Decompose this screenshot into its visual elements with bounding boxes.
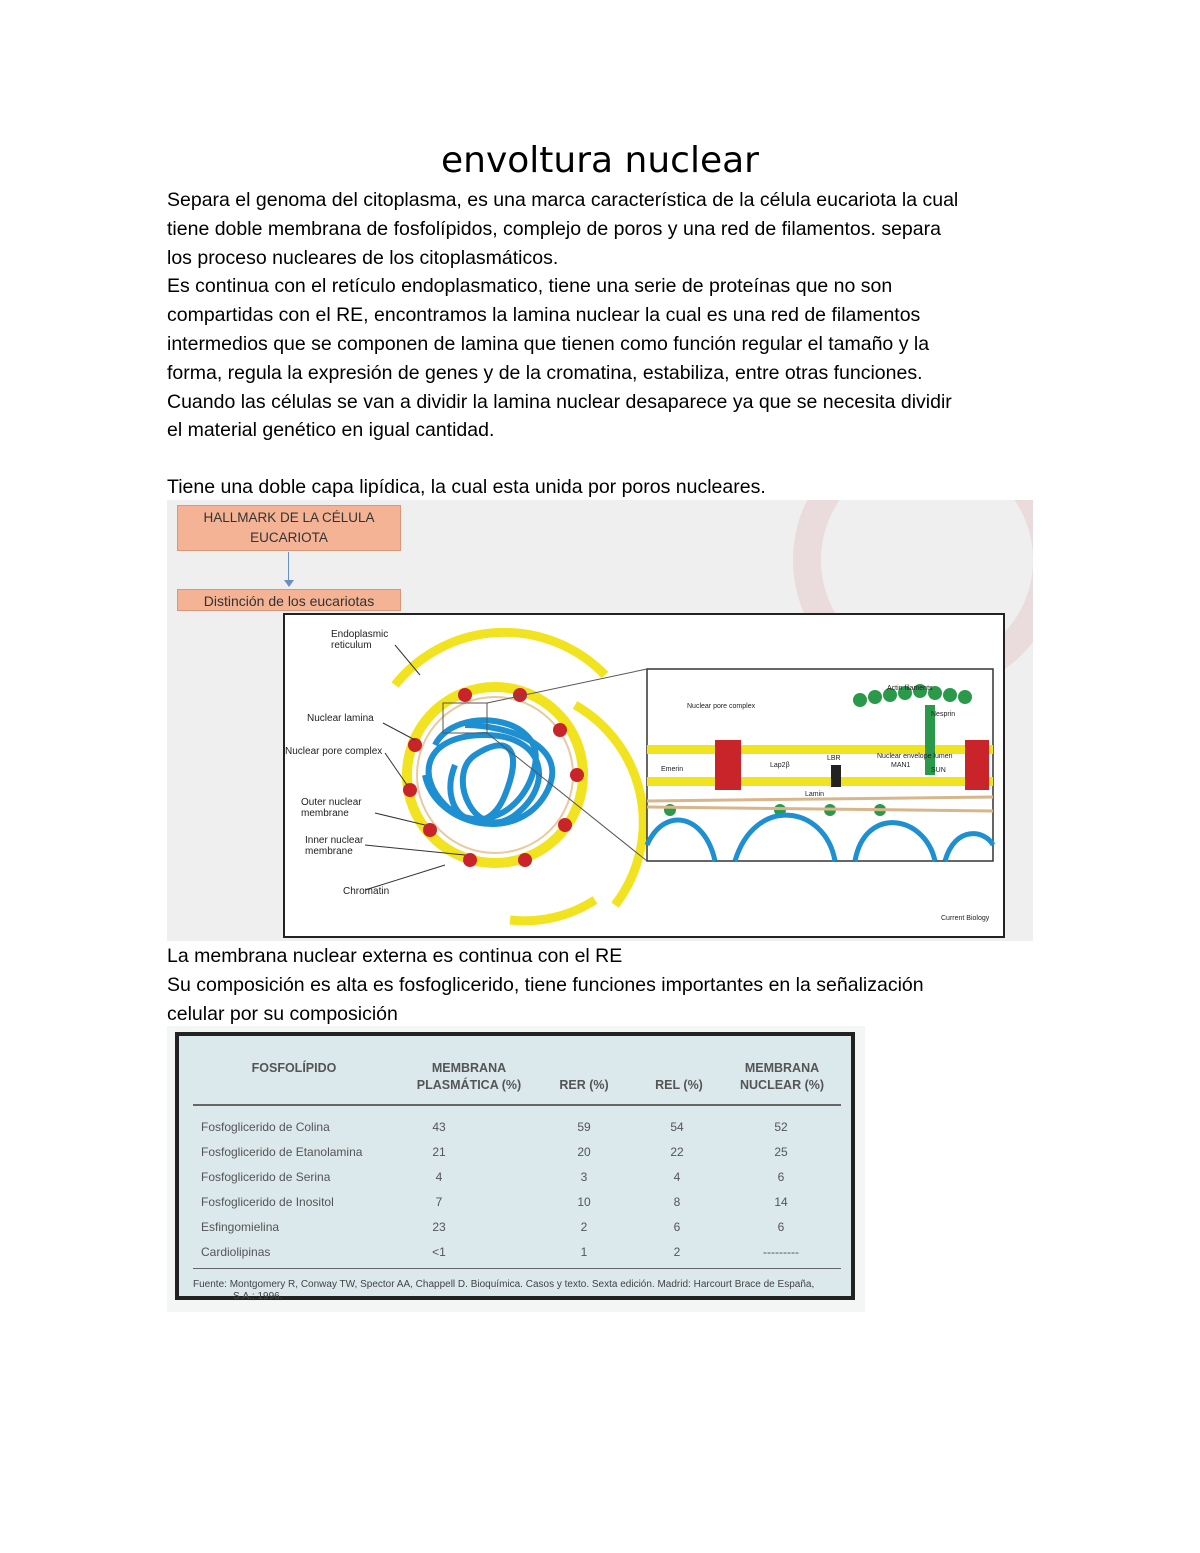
text-line: los proceso nucleares de los citoplasmáticos. bbox=[167, 246, 559, 269]
header-line: NUCLEAR (%) bbox=[739, 1078, 825, 1092]
lbr-label: LBR bbox=[827, 755, 841, 762]
label-line: Endoplasmic bbox=[331, 629, 389, 640]
source-line: S.A.; 1996. bbox=[233, 1291, 283, 1302]
cell-value: 2 bbox=[673, 1245, 681, 1259]
actin-label: Actin filaments bbox=[887, 685, 933, 692]
intro-paragraph bbox=[167, 186, 1047, 445]
distinction-box: Distinción de los eucariotas bbox=[177, 589, 401, 611]
cell-value: 6 bbox=[777, 1220, 785, 1234]
cell-value: 59 bbox=[577, 1120, 591, 1134]
outer-membrane-label bbox=[301, 797, 362, 819]
inner-membrane-label bbox=[305, 835, 363, 857]
nuclear-lamina-label: Nuclear lamina bbox=[307, 713, 374, 724]
label-line: Inner nuclear bbox=[305, 835, 364, 846]
text-line: Separa el genoma del citoplasma, es una marca característica de la célula eucariota la cual bbox=[167, 189, 959, 211]
cell-value: 6 bbox=[777, 1170, 785, 1184]
header-line: PLASMÁTICA (%) bbox=[416, 1078, 522, 1092]
man1-label: MAN1 bbox=[891, 762, 911, 769]
text-line: Su composición es alta es fosfoglicerido, tiene funciones importantes en la señalización bbox=[167, 973, 924, 996]
cell-value: 22 bbox=[670, 1145, 684, 1159]
header-line: MEMBRANA bbox=[431, 1061, 507, 1075]
hallmark-box bbox=[177, 505, 401, 551]
row-name: Fosfoglicerido de Colina bbox=[201, 1120, 330, 1134]
inset-pore-label: Nuclear pore complex bbox=[687, 703, 756, 710]
cell-value: 23 bbox=[432, 1220, 446, 1234]
text-line: Cuando las células se van a dividir la lamina nuclear desaparece ya que se necesita dividir bbox=[167, 390, 952, 413]
flow-arrow bbox=[288, 552, 289, 582]
table-source bbox=[193, 1279, 848, 1303]
text-line: forma, regula la expresión de genes y de la cromatina, estabiliza, entre otras funciones. bbox=[167, 361, 923, 384]
cell-value: 2 bbox=[580, 1220, 588, 1234]
cell-value: 1 bbox=[580, 1245, 588, 1259]
cell-value: 8 bbox=[673, 1195, 681, 1209]
cell-value: 4 bbox=[435, 1170, 443, 1184]
flow-arrow-head bbox=[284, 580, 294, 587]
cell-value: 21 bbox=[432, 1145, 446, 1159]
nucleus-diagram bbox=[283, 613, 1005, 938]
er-label bbox=[331, 629, 388, 651]
outer-membrane-paragraph bbox=[167, 942, 1047, 1028]
cell-value: 3 bbox=[580, 1170, 588, 1184]
chromatin-label: Chromatin bbox=[343, 886, 390, 897]
cell-value: 43 bbox=[432, 1120, 446, 1134]
nuclear-pore-label: Nuclear pore complex bbox=[285, 746, 383, 757]
lamin-label: Lamin bbox=[805, 791, 825, 798]
cell-value: <1 bbox=[432, 1245, 446, 1259]
cell-value: 54 bbox=[670, 1120, 684, 1134]
footer-rule bbox=[193, 1268, 841, 1269]
label-line: Outer nuclear bbox=[301, 797, 362, 808]
phospholipid-table-figure bbox=[167, 1026, 865, 1312]
lap2b-label: Lap2β bbox=[770, 762, 790, 769]
row-name: Cardiolipinas bbox=[201, 1245, 271, 1259]
label-line: membrane bbox=[301, 808, 349, 819]
emerin-label: Emerin bbox=[661, 766, 684, 773]
credit-label: Current Biology bbox=[941, 915, 990, 922]
header-rule bbox=[193, 1104, 841, 1106]
text-line: Tiene una doble capa lipídica, la cual esta unida por poros nucleares. bbox=[167, 476, 766, 498]
cell-value: 20 bbox=[577, 1145, 591, 1159]
header-rer: RER (%) bbox=[559, 1078, 609, 1092]
nuclear-envelope-figure bbox=[167, 500, 1033, 941]
text-line: Es continua con el retículo endoplasmatico, tiene una serie de proteínas que no son bbox=[167, 275, 893, 298]
source-line: Fuente: Montgomery R, Conway TW, Spector AA, Chappell D. Bioquímica. Casos y texto. Sexta edición. Madrid: Harcourt Brace de España, bbox=[193, 1279, 815, 1290]
cell-value: 10 bbox=[577, 1195, 591, 1209]
hallmark-line: HALLMARK DE LA CÉLULA bbox=[203, 510, 375, 525]
text-line: el material genético en igual cantidad. bbox=[167, 419, 495, 442]
cell-value: 14 bbox=[774, 1195, 788, 1209]
header-plasma-membrane bbox=[404, 1060, 534, 1094]
cell-value: 6 bbox=[673, 1220, 681, 1234]
row-name: Fosfoglicerido de Etanolamina bbox=[201, 1145, 363, 1159]
cell-value: 52 bbox=[774, 1120, 788, 1134]
nucleus-illustration bbox=[285, 615, 1003, 936]
phospholipid-table bbox=[175, 1032, 855, 1300]
cell-value: --------- bbox=[763, 1245, 799, 1259]
header-rel: REL (%) bbox=[655, 1078, 703, 1092]
header-phospholipid: FOSFOLÍPIDO bbox=[251, 1061, 337, 1075]
row-name: Esfingomielina bbox=[201, 1220, 280, 1234]
row-name: Fosfoglicerido de Inositol bbox=[201, 1195, 334, 1209]
label-line: membrane bbox=[305, 846, 353, 857]
cell-value: 4 bbox=[673, 1170, 681, 1184]
text-line: intermedios que se componen de lamina que tienen como función regular el tamaño y la bbox=[167, 332, 930, 355]
sun-label: SUN bbox=[931, 767, 946, 774]
header-nuclear-membrane bbox=[727, 1060, 837, 1094]
header-line: MEMBRANA bbox=[744, 1061, 820, 1075]
text-line: La membrana nuclear externa es continua con el RE bbox=[167, 945, 623, 967]
hallmark-line: EUCARIOTA bbox=[250, 530, 328, 545]
cell-value: 7 bbox=[435, 1195, 443, 1209]
row-name: Fosfoglicerido de Serina bbox=[201, 1170, 331, 1184]
lipid-bilayer-paragraph bbox=[167, 473, 1047, 502]
nesprin-label: Nesprin bbox=[931, 711, 956, 718]
text-line: tiene doble membrana de fosfolípidos, complejo de poros y una red de filamentos. separa bbox=[167, 217, 941, 240]
text-line: celular por su composición bbox=[167, 1002, 398, 1025]
cell-value: 25 bbox=[774, 1145, 788, 1159]
page-title: envoltura nuclear bbox=[441, 140, 759, 181]
lumen-label: Nuclear envelope lumen bbox=[877, 753, 953, 760]
label-line: reticulum bbox=[331, 640, 372, 651]
text-line: compartidas con el RE, encontramos la lamina nuclear la cual es una red de filamentos bbox=[167, 304, 921, 327]
